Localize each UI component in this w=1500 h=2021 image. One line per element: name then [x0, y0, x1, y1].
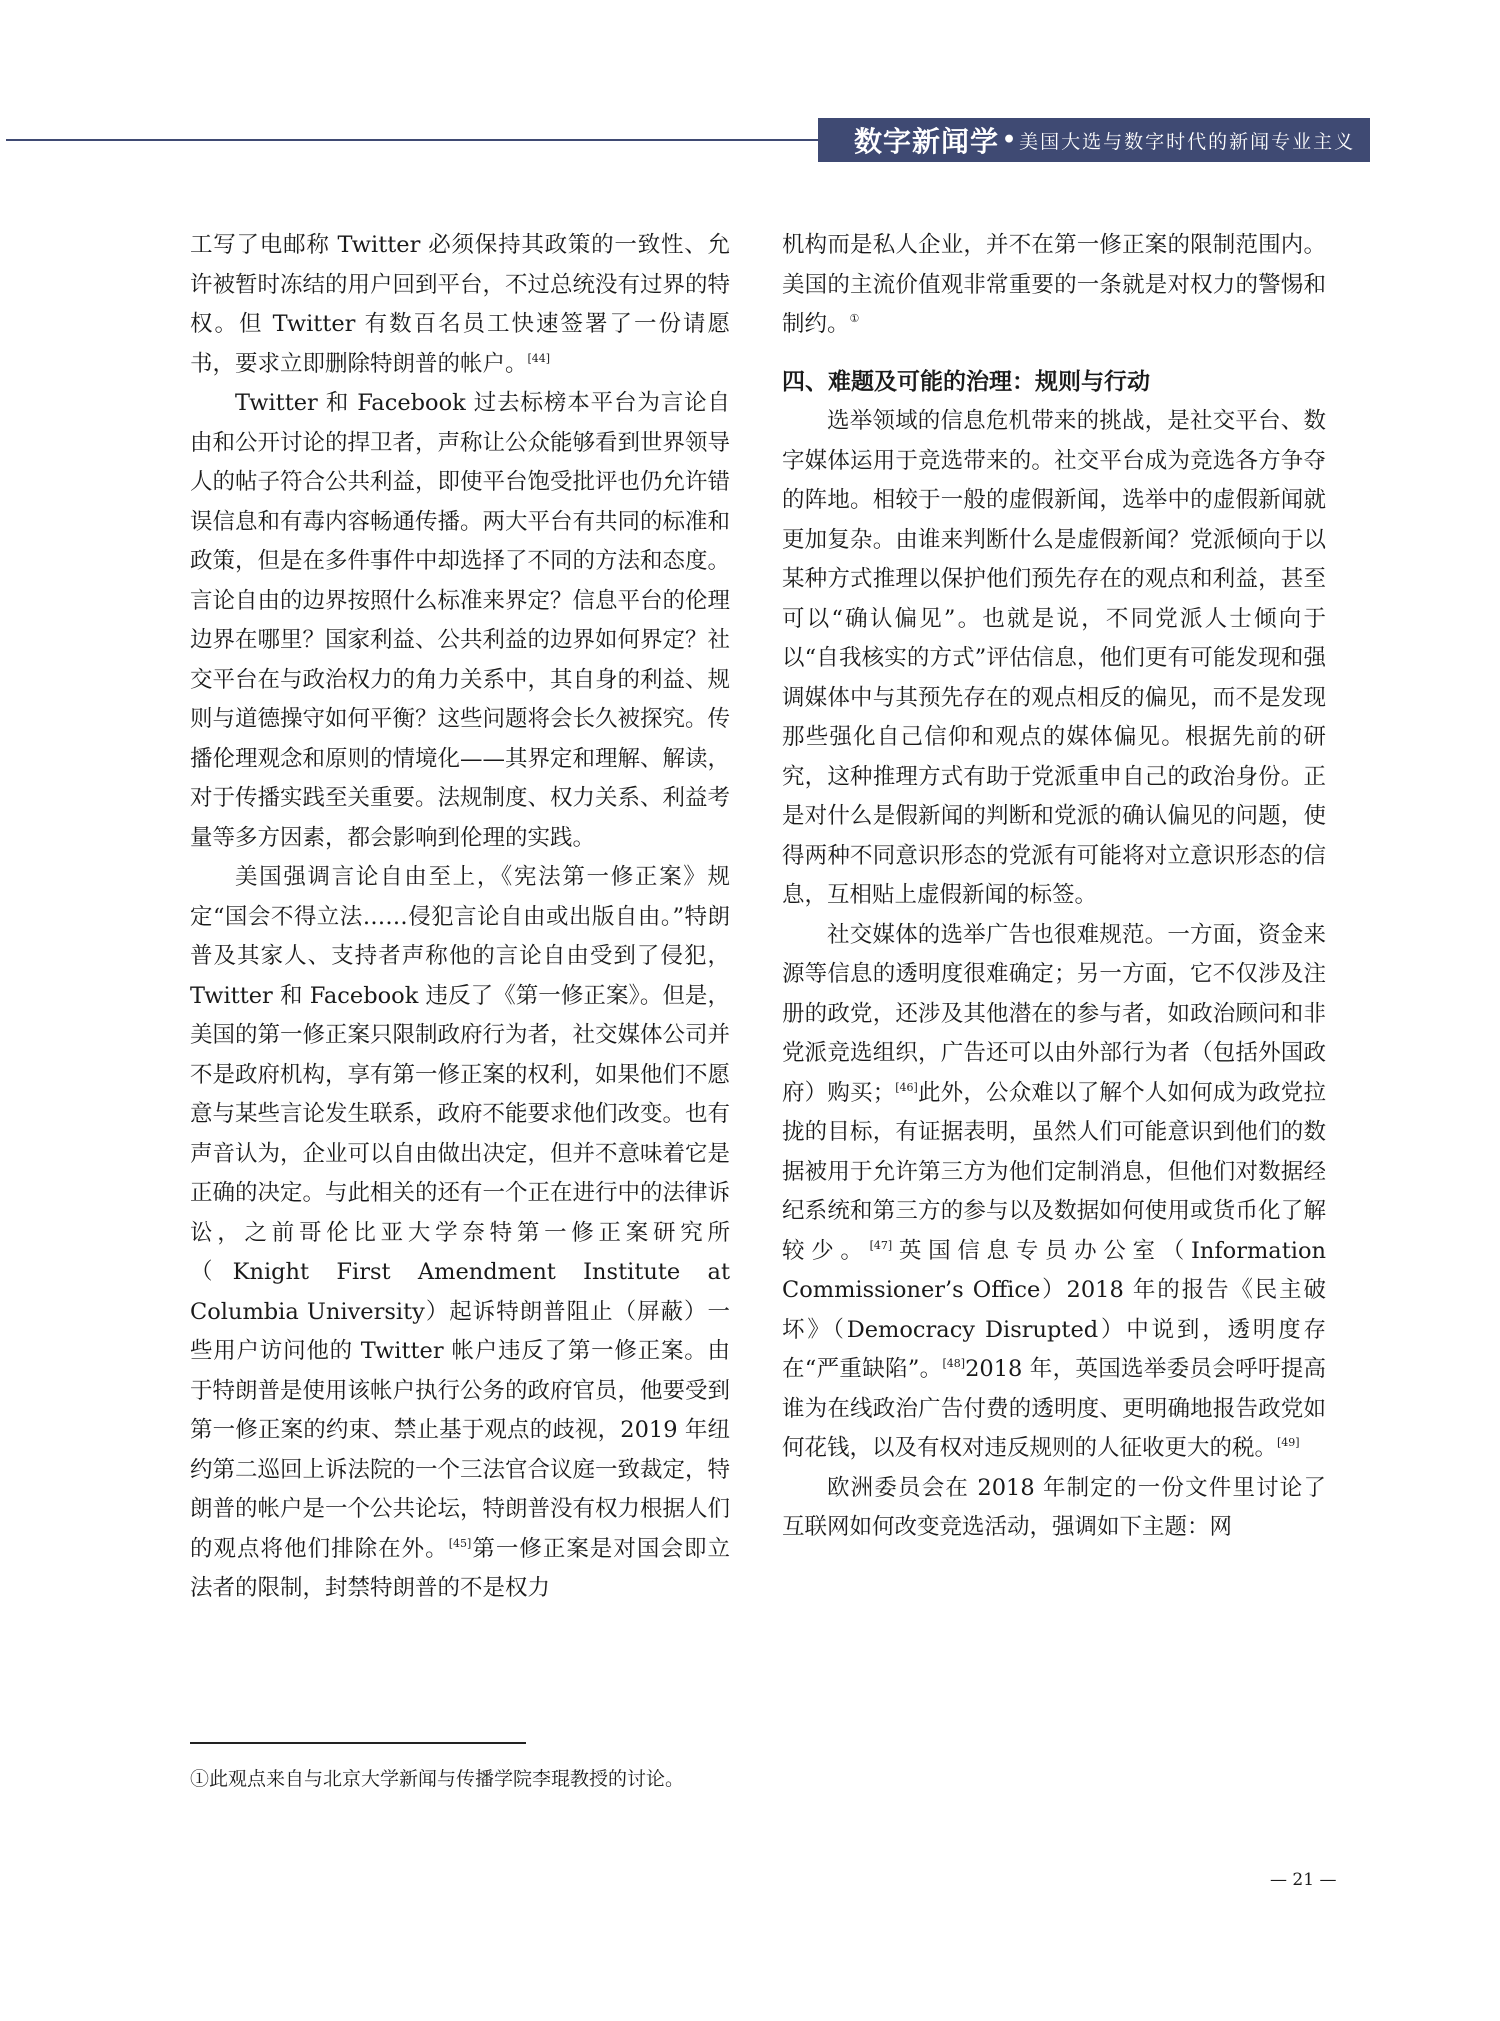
paragraph: Twitter 和 Facebook 过去标榜本平台为言论自由和公开讨论的捍卫者，声称让公众能够看到世界领导人的帖子符合公共利益，即使平台饱受批评也仍允许错误信息和有毒内容畅通传播。两大平台有共同的标准和政策，但是在多件事件中却选择了不同的方法和态度。言论自由的边界按照什么标准来界定？信息平台的伦理边界在哪里？国家利益、公共利益的边界如何界定？社交平台在与政治权力的角力关系中，其自身的利益、规则与道德操守如何平衡？这些问题将会长久被探究。传播伦理观念和原则的情境化——其界定和理解、解读，对于传播实践至关重要。法规制度、权力关系、利益考量等多方因素，都会影响到伦理的实践。 [190, 390, 731, 851]
article-title: 美国大选与数字时代的新闻专业主义 [1019, 130, 1356, 153]
running-header [818, 118, 1370, 162]
right-column [782, 226, 1326, 1548]
header-rule [6, 139, 818, 141]
paragraph: 欧洲委员会在 2018 年制定的一份文件里讨论了互联网如何改变竞选活动，强调如下主题：网 [782, 1474, 1326, 1540]
paragraph: 社交媒体的选举广告也很难规范。一方面，资金来源等信息的透明度很难确定；另一方面，它不仅涉及注册的政党，还涉及其他潜在的参与者，如政治顾问和非党派竞选组织，广告还可以由外部行为者（包括外国政府）购买；[46]此外，公众难以了解个人如何成为政党拉拢的目标，有证据表明，虽然人们可能意识到他们的数据被用于允许第三方为他们定制消息，但他们对数据经纪系统和第三方的参与以及数据如何使用或货币化了解较少。[47]英国信息专员办公室（Information Commissioner’s Office）2018 年的报告《民主破坏》（Democracy Disrupted）中说到，透明度存在“严重缺陷”。[48]2018 年，英国选举委员会呼吁提高谁为在线政治广告付费的透明度、更明确地报告政党如何花钱，以及有权对违反规则的人征收更大的税。[49] [782, 921, 1326, 1461]
citation-ref: [44] [527, 351, 551, 365]
section-heading: 四、难题及可能的治理：规则与行动 [782, 368, 1150, 395]
left-column [190, 226, 730, 1609]
header-separator: • [1002, 127, 1017, 153]
citation-ref: [46] [895, 1080, 918, 1094]
footnote-mark: ① [849, 312, 860, 325]
footnote: ①此观点来自与北京大学新闻与传播学院李琨教授的讨论。 [190, 1768, 685, 1790]
paragraph: 机构而是私人企业，并不在第一修正案的限制范围内。美国的主流价值观非常重要的一条就是对权力的警惕和制约。① [782, 232, 1326, 337]
page-number: — 21 — [1270, 1870, 1337, 1890]
journal-name: 数字新闻学 [854, 125, 1000, 158]
paragraph: 工写了电邮称 Twitter 必须保持其政策的一致性、允许被暂时冻结的用户回到平台，不过总统没有过界的特权。但 Twitter 有数百名员工快速签署了一份请愿书，要求立即删除特朗普的帐户。[44] [190, 232, 731, 377]
citation-ref: [47] [869, 1238, 893, 1252]
footnote-rule [190, 1742, 526, 1744]
citation-ref: [49] [1277, 1436, 1300, 1449]
paragraph: 选举领域的信息危机带来的挑战，是社交平台、数字媒体运用于竞选带来的。社交平台成为竞选各方争夺的阵地。相较于一般的虚假新闻，选举中的虚假新闻就更加复杂。由谁来判断什么是虚假新闻？党派倾向于以某种方式推理以保护他们预先存在的观点和利益，甚至可以“确认偏见”。也就是说，不同党派人士倾向于以“自我核实的方式”评估信息，他们更有可能发现和强调媒体中与其预先存在的观点相反的偏见，而不是发现那些强化自己信仰和观点的媒体偏见。根据先前的研究，这种推理方式有助于党派重申自己的政治身份。正是对什么是假新闻的判断和党派的确认偏见的问题，使得两种不同意识形态的党派有可能将对立意识形态的信息，互相贴上虚假新闻的标签。 [782, 408, 1326, 908]
citation-ref: [48] [942, 1357, 966, 1370]
citation-ref: [45] [448, 1536, 472, 1550]
paragraph: 美国强调言论自由至上，《宪法第一修正案》规定“国会不得立法……侵犯言论自由或出版自由。”特朗普及其家人、支持者声称他的言论自由受到了侵犯，Twitter 和 Facebook 违反了《第一修正案》。但是，美国的第一修正案只限制政府行为者，社交媒体公司并不是政府机构，享有第一修正案的权利，如果他们不愿意与某些言论发生联系，政府不能要求他们改变。也有声音认为，企业可以自由做出决定，但并不意味着它是正确的决定。与此相关的还有一个正在进行中的法律诉讼，之前哥伦比亚大学奈特第一修正案研究所（Knight First Amendment Institute at Columbia University）起诉特朗普阻止（屏蔽）一些用户访问他的 Twitter 帐户违反了第一修正案。由于特朗普是使用该帐户执行公务的政府官员，他要受到第一修正案的约束、禁止基于观点的歧视，2019 年纽约第二巡回上诉法院的一个三法官合议庭一致裁定，特朗普的帐户是一个公共论坛，特朗普没有权力根据人们的观点将他们排除在外。[45]第一修正案是对国会即立法者的限制，封禁特朗普的不是权力 [190, 864, 731, 1601]
